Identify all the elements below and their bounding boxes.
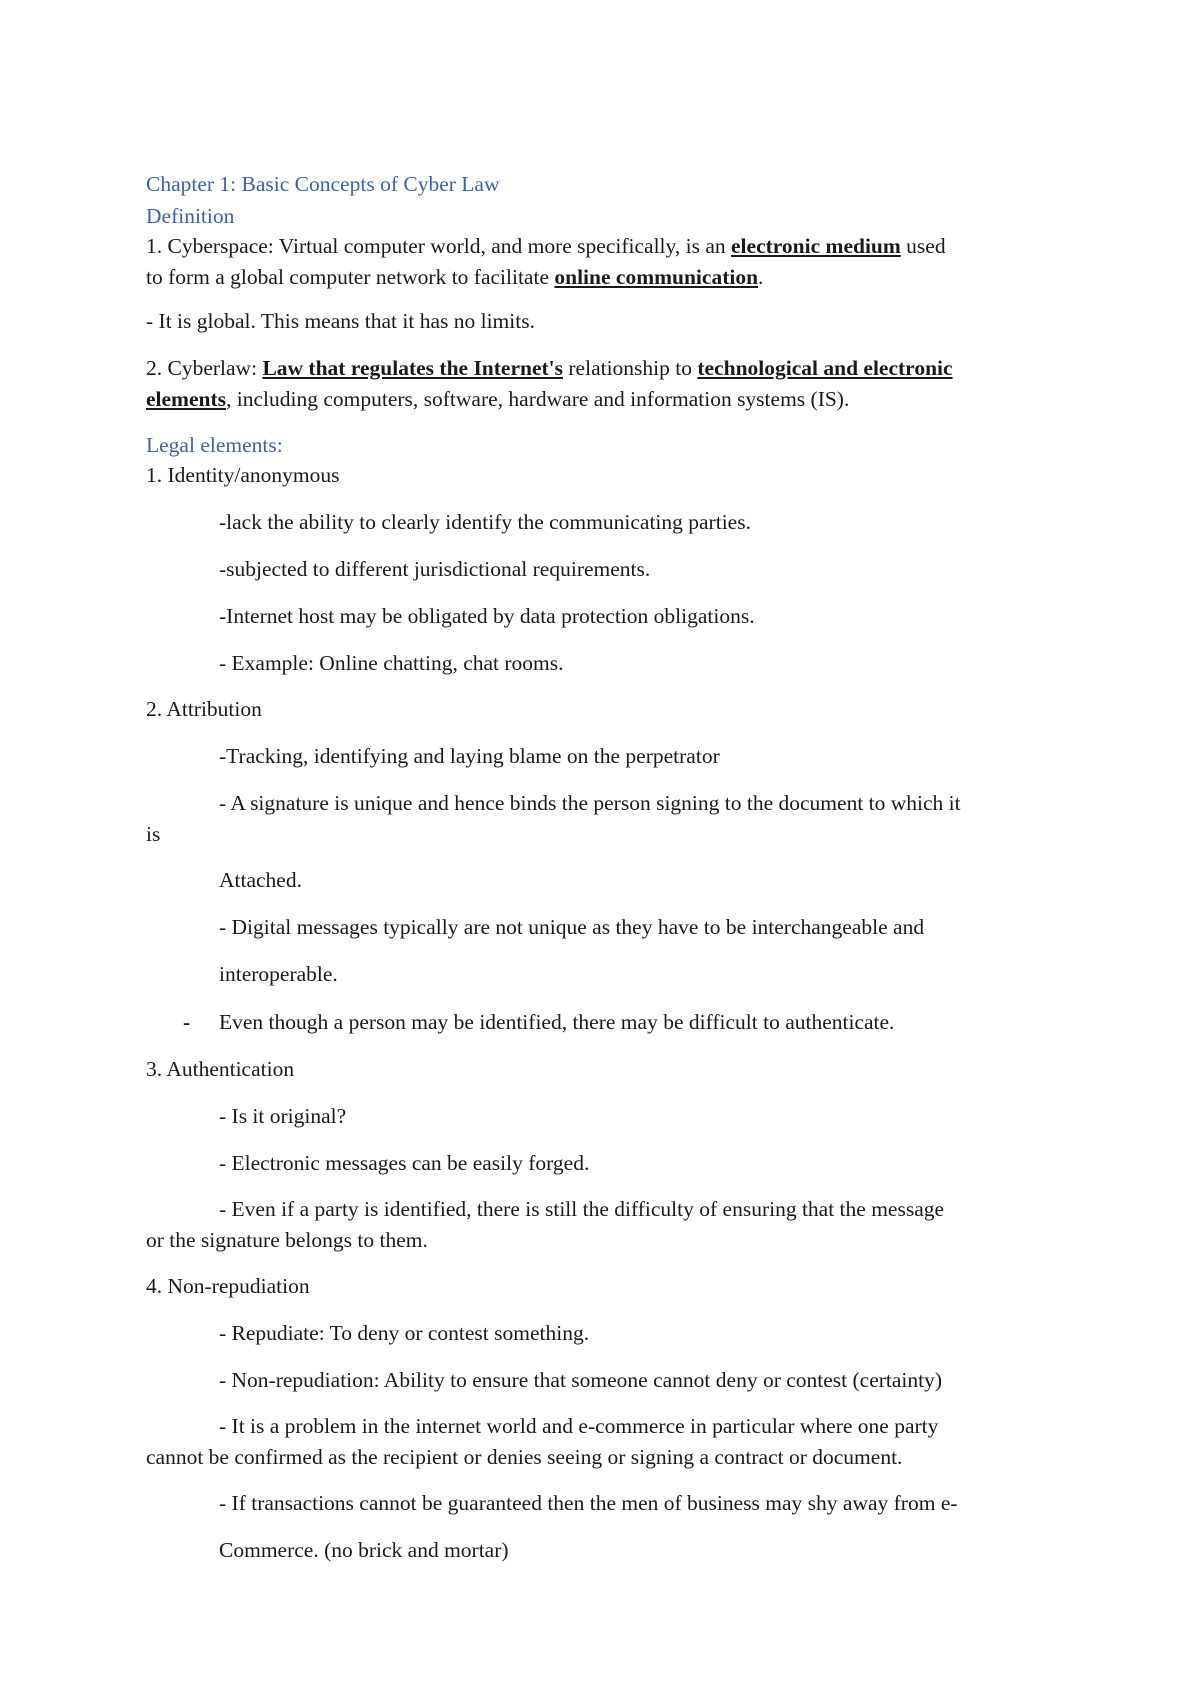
text-run: 2. Cyberlaw: [146, 356, 263, 380]
key-term: technological and electronic [697, 356, 953, 380]
identity-point: - Example: Online chatting, chat rooms. [219, 651, 564, 675]
text-run: to form a global computer network to facilitate [146, 265, 555, 289]
text-run: relationship to [563, 356, 698, 380]
identity-title: 1. Identity/anonymous [146, 463, 340, 487]
cyberlaw-definition-line-1 [146, 355, 953, 382]
attribution-point: - A signature is unique and hence binds the person signing to the document to which it [219, 791, 961, 815]
attribution-title: 2. Attribution [146, 697, 262, 721]
key-term: online communication [554, 265, 759, 289]
cyberlaw-definition-line-2 [146, 386, 849, 413]
attribution-point: - Digital messages typically are not unique as they have to be interchangeable and [219, 915, 925, 939]
attribution-point: Even though a person may be identified, there may be difficult to authenticate. [219, 1010, 895, 1034]
global-note: - It is global. This means that it has no limits. [146, 309, 535, 333]
attribution-point: -Tracking, identifying and laying blame on the perpetrator [219, 744, 720, 768]
text-run: , including computers, software, hardware and information systems (IS). [226, 387, 850, 411]
nonrepudiation-point: - Non-repudiation: Ability to ensure that someone cannot deny or contest (certainty) [219, 1368, 943, 1392]
authentication-point: - Is it original? [219, 1104, 347, 1128]
nonrepudiation-point-cont: Commerce. (no brick and mortar) [219, 1538, 509, 1562]
key-term: electronic medium [731, 234, 901, 258]
attribution-point-cont: interoperable. [219, 962, 338, 986]
authentication-point: - Even if a party is identified, there is still the difficulty of ensuring that the message [219, 1197, 945, 1221]
cyberspace-definition-line-1 [146, 233, 946, 260]
identity-point: -lack the ability to clearly identify the communicating parties. [219, 510, 751, 534]
key-term: Law that regulates the Internet's [262, 356, 564, 380]
text-run: used [900, 234, 946, 258]
attribution-point-cont: Attached. [219, 868, 302, 892]
attribution-point-wrap: is [146, 822, 161, 846]
nonrepudiation-point-wrap: cannot be confirmed as the recipient or denies seeing or signing a contract or document. [146, 1445, 903, 1469]
authentication-point: - Electronic messages can be easily forged. [219, 1151, 590, 1175]
nonrepudiation-point: - It is a problem in the internet world and e-commerce in particular where one party [219, 1414, 939, 1438]
authentication-title: 3. Authentication [146, 1057, 295, 1081]
nonrepudiation-title: 4. Non-repudiation [146, 1274, 310, 1298]
nonrepudiation-point: - Repudiate: To deny or contest something. [219, 1321, 590, 1345]
chapter-title: Chapter 1: Basic Concepts of Cyber Law [146, 172, 500, 196]
legal-elements-heading: Legal elements: [146, 433, 283, 457]
key-term: elements [146, 387, 226, 411]
identity-point: -subjected to different jurisdictional requirements. [219, 557, 651, 581]
cyberspace-definition-line-2 [146, 264, 763, 291]
nonrepudiation-point: - If transactions cannot be guaranteed then the men of business may shy away from e- [219, 1491, 958, 1515]
definition-heading: Definition [146, 204, 235, 228]
dash-bullet: - [183, 1010, 191, 1034]
text-run: 1. Cyberspace: Virtual computer world, and more specifically, is an [146, 234, 732, 258]
text-run: . [758, 265, 764, 289]
authentication-point-wrap: or the signature belongs to them. [146, 1228, 428, 1252]
identity-point: -Internet host may be obligated by data protection obligations. [219, 604, 755, 628]
